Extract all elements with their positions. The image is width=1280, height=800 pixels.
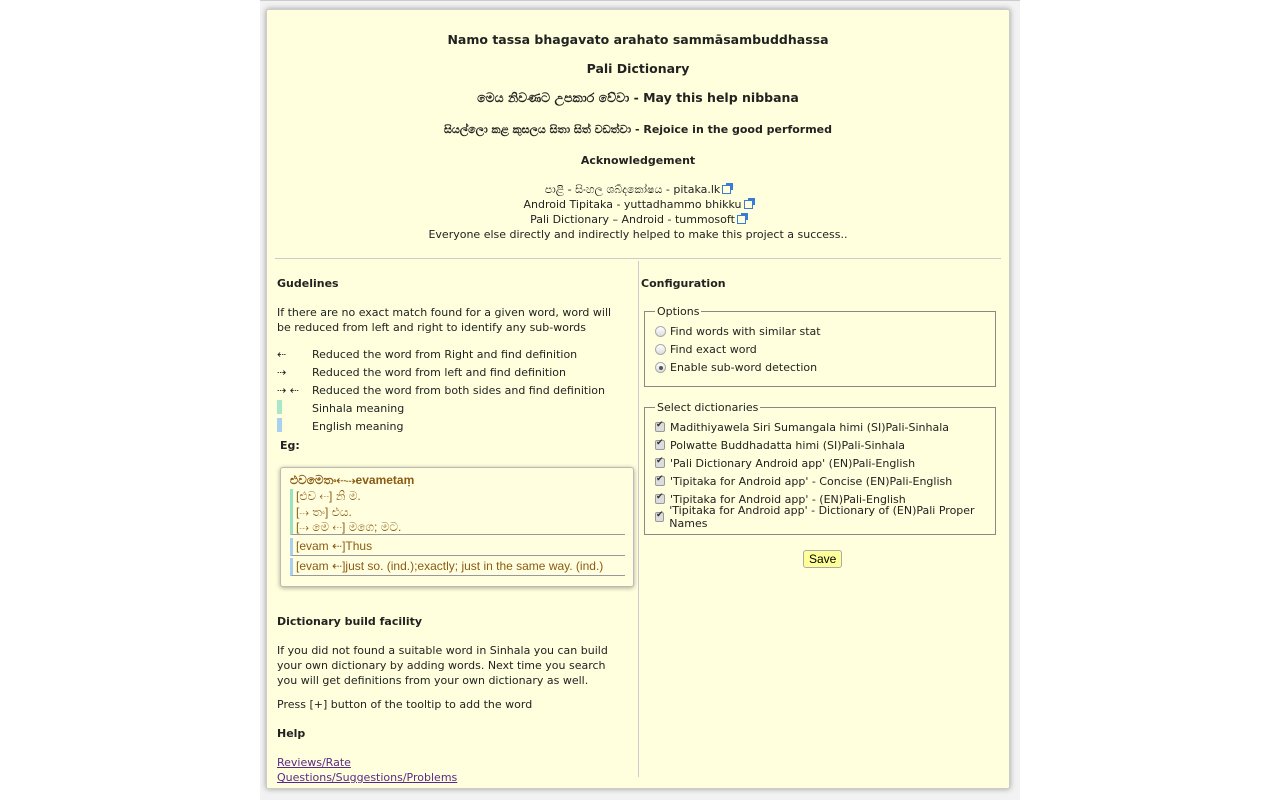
ack-thanks: Everyone else directly and indirectly helped to make this project a success.. bbox=[428, 228, 848, 241]
checkbox[interactable] bbox=[655, 494, 665, 504]
dictionary-label: 'Tipitaka for Android app' - Dictionary of (EN)Pali Proper Names bbox=[669, 504, 975, 530]
checkbox[interactable] bbox=[655, 458, 665, 468]
sinhala-meaning bbox=[290, 489, 625, 535]
legend-text: Reduced the word from Right and find definition bbox=[312, 347, 578, 361]
legend-right bbox=[277, 345, 577, 363]
english-meaning: [evam ⇠]Thus bbox=[290, 538, 625, 556]
rejoice: සියල්ලො කළ කුසලය සිතා සිත් වඩත්වා - Rejoice in the good performed bbox=[443, 123, 833, 136]
legend-text: English meaning bbox=[312, 419, 404, 433]
checkbox[interactable] bbox=[655, 440, 665, 450]
radio-button-selected[interactable] bbox=[655, 362, 666, 373]
option-subword[interactable] bbox=[655, 358, 985, 376]
checkbox[interactable] bbox=[655, 512, 664, 522]
legend-sinhala bbox=[277, 399, 404, 417]
arrows-both-icon: ⇢ ⇠ bbox=[277, 383, 299, 397]
acknowledgements bbox=[267, 182, 1009, 242]
tooltip-word: එවමෙතං⇠⇢evametaṃ bbox=[290, 473, 415, 487]
page-title: Pali Dictionary bbox=[586, 61, 690, 76]
legend-text: Sinhala meaning bbox=[312, 401, 405, 415]
ack-item[interactable]: Pali Dictionary – Android - tummosoft bbox=[530, 213, 735, 226]
legend-english bbox=[277, 417, 403, 435]
ack-title: Acknowledgement bbox=[580, 154, 696, 167]
settings-panel bbox=[266, 9, 1010, 789]
dictionary-label: Polwatte Buddhadatta himi (SI)Pali-Sinhala bbox=[670, 438, 906, 452]
checkbox[interactable] bbox=[655, 476, 665, 486]
divider bbox=[275, 258, 1001, 259]
legend-both bbox=[277, 381, 605, 399]
options-group bbox=[644, 305, 996, 387]
dictionary-option[interactable] bbox=[655, 418, 985, 436]
dictionary-label: 'Pali Dictionary Android app' (EN)Pali-English bbox=[670, 456, 916, 470]
external-link-icon[interactable] bbox=[722, 185, 731, 194]
external-link-icon[interactable] bbox=[737, 215, 746, 224]
option-label: Find exact word bbox=[670, 342, 757, 356]
legend-left bbox=[277, 363, 566, 381]
blessing: මෙය නිවණට උපකාර වේවා - May this help nibbana bbox=[477, 90, 799, 105]
sinhala-color-swatch bbox=[277, 400, 282, 414]
external-link-icon[interactable] bbox=[744, 200, 753, 209]
save-button[interactable]: Save bbox=[803, 550, 842, 568]
column-divider bbox=[638, 261, 639, 777]
meaning-line: [⇢ මෙ ⇠] මගෙ; මට. bbox=[296, 520, 402, 534]
english-color-swatch bbox=[277, 418, 282, 432]
questions-link[interactable]: Questions/Suggestions/Problems bbox=[277, 771, 458, 784]
radio-button[interactable] bbox=[655, 326, 666, 337]
example-label: Eg: bbox=[280, 439, 300, 452]
dictionary-option[interactable] bbox=[655, 504, 985, 530]
example-tooltip bbox=[280, 467, 634, 587]
guidelines-intro: If there are no exact match found for a given word, word will be reduced from left and right to identify any sub-words bbox=[277, 306, 612, 334]
legend-text: Reduced the word from left and find definition bbox=[312, 365, 567, 379]
build-press: Press [+] button of the tooltip to add the word bbox=[277, 698, 533, 711]
help-title: Help bbox=[277, 727, 306, 740]
english-meaning: [evam ⇠]just so. (ind.);exactly; just in the same way. (ind.) bbox=[290, 558, 625, 576]
arrow-right-icon: ⇢ bbox=[277, 365, 287, 379]
dictionary-option[interactable] bbox=[655, 436, 985, 454]
dictionary-label: 'Tipitaka for Android app' - Concise (EN)Pali-English bbox=[670, 474, 953, 488]
salutation: Namo tassa bhagavato arahato sammāsambuddhassa bbox=[447, 32, 829, 47]
build-text: If you did not found a suitable word in Sinhala you can build your own dictionary by adding words. Next time you search you will get definitions from your own dictionary as well. bbox=[277, 644, 608, 687]
dictionary-label: 'Tipitaka for Android app' - (EN)Pali-English bbox=[670, 492, 906, 506]
reviews-link[interactable]: Reviews/Rate bbox=[277, 756, 351, 769]
ack-item[interactable]: පාළි - සිංහල ශබ්දකෝෂය - pitaka.lk bbox=[544, 183, 721, 196]
dictionary-label: Madithiyawela Siri Sumangala himi (SI)Pali-Sinhala bbox=[670, 420, 950, 434]
radio-button[interactable] bbox=[655, 344, 666, 355]
arrow-left-icon: ⇠ bbox=[277, 347, 287, 361]
legend-text: Reduced the word from both sides and find definition bbox=[312, 383, 605, 397]
meaning-line: [එව ⇠] නි ම. bbox=[296, 489, 361, 503]
ack-item[interactable]: Android Tipitaka - yuttadhammo bhikku bbox=[523, 198, 742, 211]
dictionary-option[interactable] bbox=[655, 472, 985, 490]
checkbox[interactable] bbox=[655, 422, 665, 432]
meaning-line: [⇢ තං] එය. bbox=[296, 504, 352, 519]
option-exact[interactable] bbox=[655, 340, 985, 358]
build-title: Dictionary build facility bbox=[277, 615, 423, 628]
option-label: Enable sub-word detection bbox=[670, 360, 818, 374]
dictionaries-legend: Select dictionaries bbox=[657, 401, 759, 414]
dictionary-option[interactable] bbox=[655, 454, 985, 472]
option-label: Find words with similar stat bbox=[670, 324, 821, 338]
config-title: Configuration bbox=[641, 277, 726, 290]
options-legend: Options bbox=[657, 305, 700, 318]
dictionaries-group bbox=[644, 401, 996, 535]
option-similar[interactable] bbox=[655, 322, 985, 340]
guidelines-title: Gudelines bbox=[277, 277, 339, 290]
